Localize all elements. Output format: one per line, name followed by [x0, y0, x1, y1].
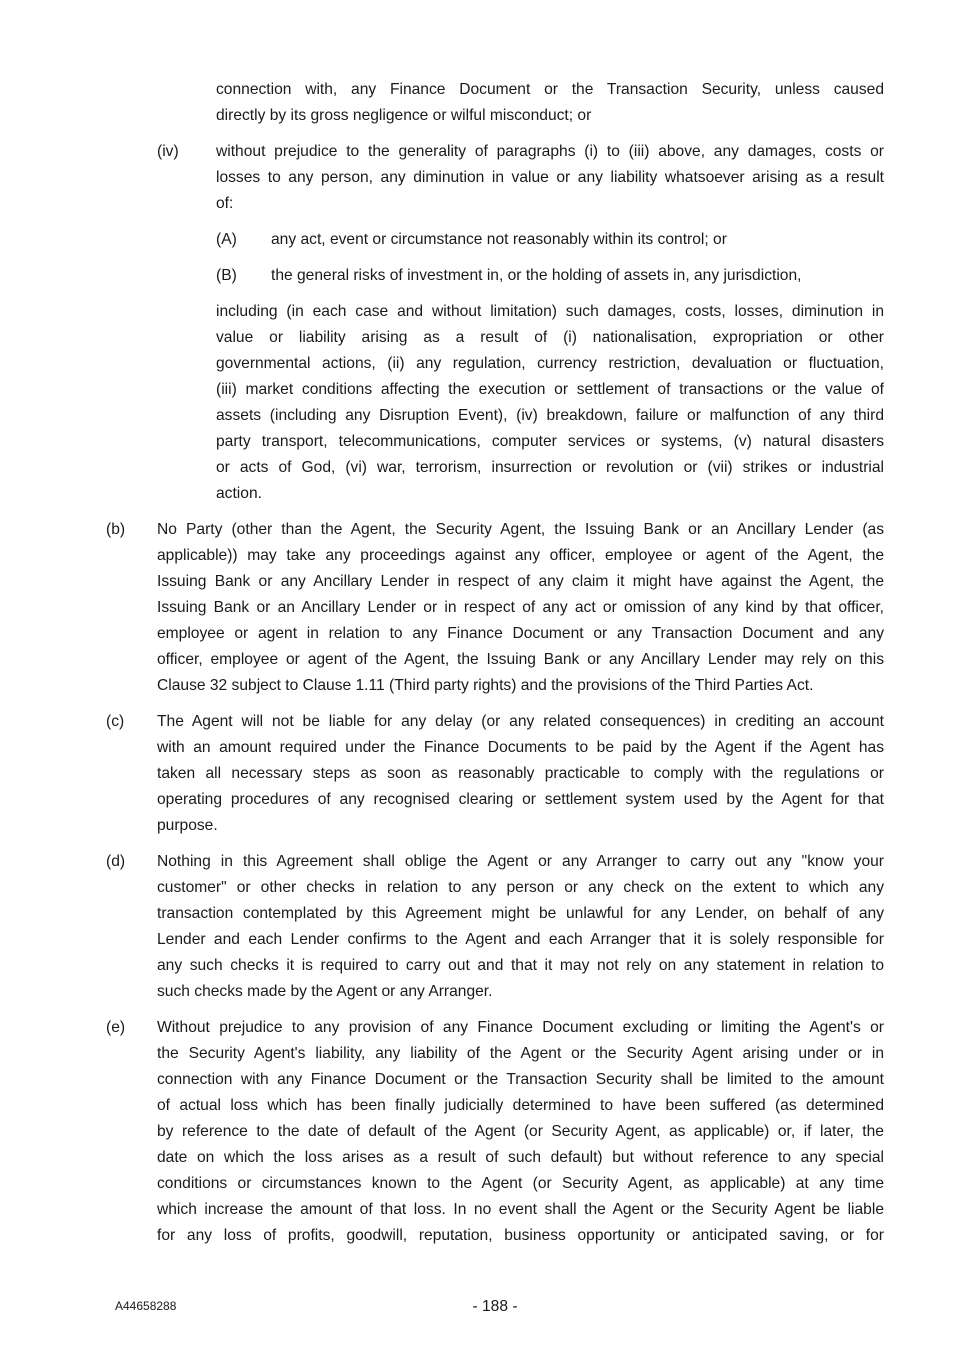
- paragraph: [0, 227, 965, 253]
- text-line: the general risks of investment in, or the holding of assets in, any jurisdiction,: [271, 267, 802, 284]
- text-line: Issuing Bank or any Ancillary Lender in respect of any claim it might have against the Agent, the: [157, 573, 884, 590]
- text-line: the Security Agent's liability, any liability of the Agent or the Security Agent arising under or in: [157, 1045, 884, 1062]
- text-line: conditions or circumstances known to the Agent (or Security Agent, as applicable) at any time: [157, 1175, 884, 1192]
- text-line: of actual loss which has been finally judicially determined to have been suffered (as determined: [157, 1097, 884, 1114]
- paragraph: [0, 709, 965, 839]
- text-line: assets (including any Disruption Event), (iv) breakdown, failure or malfunction of any third: [216, 407, 884, 424]
- paragraph: [0, 77, 965, 129]
- footer-document-id: A44658288: [115, 1299, 177, 1313]
- paragraph-number: (b): [106, 521, 126, 538]
- text-line: any act, event or circumstance not reasonably within its control; or: [271, 231, 727, 248]
- text-line: taken all necessary steps as soon as reasonably practicable to comply with the regulations or: [157, 765, 884, 782]
- paragraph: [0, 299, 965, 507]
- text-line: any such checks it is required to carry out and that it may not rely on any statement in relation to: [157, 957, 884, 974]
- text-line: or acts of God, (vi) war, terrorism, insurrection or revolution or (vii) strikes or industrial: [216, 459, 884, 476]
- paragraph-number: (c): [106, 713, 125, 730]
- text-line: date on which the loss arises as a result of such default) but without reference to any special: [157, 1149, 884, 1166]
- footer-page-number: - 188 -: [472, 1298, 518, 1315]
- paragraph: [0, 263, 965, 289]
- text-line: Clause 32 subject to Clause 1.11 (Third party rights) and the provisions of the Third Parties Act.: [157, 677, 814, 694]
- text-line: connection with, any Finance Document or the Transaction Security, unless caused: [216, 81, 884, 98]
- text-line: officer, employee or agent of the Agent, the Issuing Bank or any Ancillary Lender may rely on this: [157, 651, 884, 668]
- text-line: transaction contemplated by this Agreement might be unlawful for any Lender, on behalf of any: [157, 905, 884, 922]
- text-line: without prejudice to the generality of paragraphs (i) to (iii) above, any damages, costs or: [216, 143, 884, 160]
- paragraph-number: (B): [216, 267, 237, 284]
- text-line: Issuing Bank or an Ancillary Lender or in respect of any act or omission of any kind by that officer,: [157, 599, 884, 616]
- text-line: which increase the amount of that loss. In no event shall the Agent or the Security Agent be liable: [157, 1201, 884, 1218]
- paragraph-number: (e): [106, 1019, 126, 1036]
- text-line: directly by its gross negligence or wilful misconduct; or: [216, 107, 592, 124]
- text-line: applicable)) may take any proceedings against any officer, employee or agent of the Agent, the: [157, 547, 884, 564]
- text-line: purpose.: [157, 817, 218, 834]
- text-line: for any loss of profits, goodwill, reputation, business opportunity or anticipated saving, or for: [157, 1227, 884, 1244]
- paragraph: [0, 139, 965, 217]
- paragraph-number: (d): [106, 853, 126, 870]
- text-line: connection with any Finance Document or the Transaction Security shall be limited to the amount: [157, 1071, 884, 1088]
- text-line: operating procedures of any recognised clearing or settlement system used by the Agent for that: [157, 791, 884, 808]
- text-line: Nothing in this Agreement shall oblige the Agent or any Arranger to carry out any "know your: [157, 853, 884, 870]
- text-line: Lender and each Lender confirms to the Agent and each Arranger that it is solely responsible for: [157, 931, 884, 948]
- text-line: (iii) market conditions affecting the execution or settlement of transactions or the value of: [216, 381, 884, 398]
- text-line: No Party (other than the Agent, the Security Agent, the Issuing Bank or an Ancillary Lender (as: [157, 521, 884, 538]
- text-line: with an amount required under the Finance Documents to be paid by the Agent if the Agent has: [157, 739, 884, 756]
- paragraph: [0, 849, 965, 1005]
- paragraph: [0, 517, 965, 699]
- text-line: of:: [216, 195, 234, 212]
- text-line: customer" or other checks in relation to any person or any check on the extent to which any: [157, 879, 884, 896]
- text-line: including (in each case and without limitation) such damages, costs, losses, diminution in: [216, 303, 884, 320]
- text-line: such checks made by the Agent or any Arranger.: [157, 983, 493, 1000]
- text-line: losses to any person, any diminution in value or any liability whatsoever arising as a result: [216, 169, 884, 186]
- text-line: action.: [216, 485, 262, 502]
- text-line: The Agent will not be liable for any delay (or any related consequences) in crediting an account: [157, 713, 884, 730]
- text-line: party transport, telecommunications, computer services or systems, (v) natural disasters: [216, 433, 884, 450]
- text-line: employee or agent in relation to any Finance Document or any Transaction Document and any: [157, 625, 884, 642]
- document-body: [0, 77, 965, 1259]
- paragraph-number: (iv): [157, 143, 179, 160]
- text-line: Without prejudice to any provision of any Finance Document excluding or limiting the Agent's or: [157, 1019, 884, 1036]
- paragraph-number: (A): [216, 231, 237, 248]
- paragraph: [0, 1015, 965, 1249]
- text-line: value or liability arising as a result of (i) nationalisation, expropriation or other: [216, 329, 884, 346]
- text-line: by reference to the date of default of the Agent (or Security Agent, as applicable) or, if later, the: [157, 1123, 884, 1140]
- text-line: governmental actions, (ii) any regulation, currency restriction, devaluation or fluctuation,: [216, 355, 884, 372]
